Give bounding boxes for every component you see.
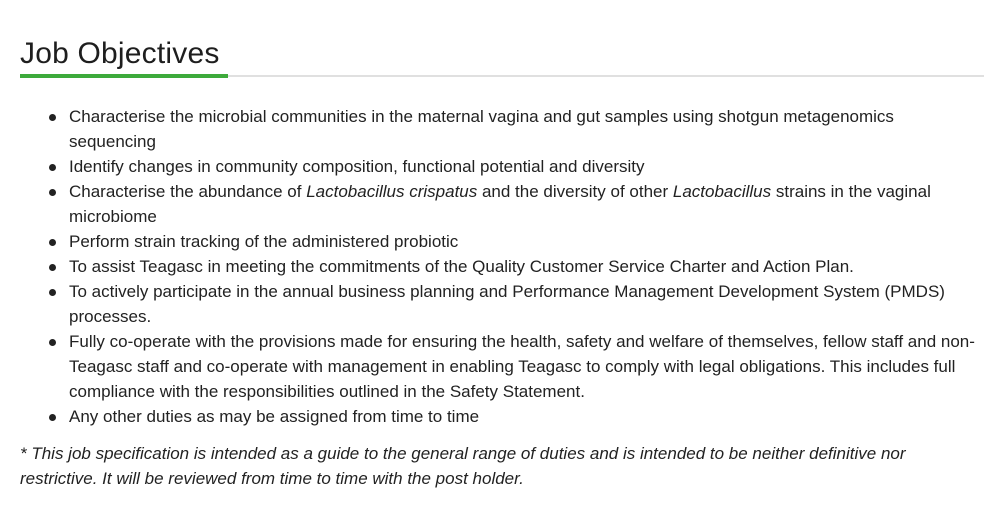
bullet-icon <box>49 164 56 171</box>
list-item-text: strains in the vaginal microbiome <box>69 182 931 226</box>
list-item-text: To assist Teagasc in meeting the commitments of the Quality Customer Service Charter and Action Plan. <box>69 257 854 276</box>
section-header <box>20 0 984 78</box>
list-item-text: and the diversity of other <box>477 182 673 201</box>
bullet-icon <box>49 289 56 296</box>
disclaimer-note: * This job specification is intended as a guide to the general range of duties and is intended to be neither definitive nor restrictive. It will be reviewed from time to time with the post holder. <box>20 444 906 488</box>
list-item <box>69 279 984 329</box>
bullet-icon <box>49 264 56 271</box>
list-item-text: Fully co-operate with the provisions made for ensuring the health, safety and welfare of themselves, fellow staff and non-Teagasc staff and co-operate with management in enabling Teagasc to comply with legal obligations. This includes full compliance with the responsibilities outlined in the Safety Statement. <box>69 332 975 401</box>
bullet-icon <box>49 114 56 121</box>
list-item-text: Perform strain tracking of the administered probiotic <box>69 232 459 251</box>
bullet-icon <box>49 239 56 246</box>
list-item <box>69 229 984 254</box>
genus-name: Lactobacillus <box>672 182 772 201</box>
list-item <box>69 179 984 229</box>
list-item <box>69 404 984 429</box>
list-item <box>69 104 984 154</box>
title-accent-bar <box>20 74 228 78</box>
list-item-text: Any other duties as may be assigned from time to time <box>69 407 480 426</box>
list-item <box>69 254 984 279</box>
bullet-icon <box>49 189 56 196</box>
list-item <box>69 329 984 404</box>
list-item-text: Characterise the abundance of <box>69 182 307 201</box>
list-item-text: Identify changes in community composition, functional potential and diversity <box>69 157 645 176</box>
bullet-icon <box>49 339 56 346</box>
species-name: Lactobacillus crispatus <box>306 182 478 201</box>
title-underline <box>20 74 984 78</box>
list-item-text: To actively participate in the annual business planning and Performance Management Development System (PMDS) processes. <box>69 282 945 326</box>
list-item <box>69 154 984 179</box>
section-title: Job Objectives <box>20 37 220 70</box>
objectives-list <box>20 104 984 429</box>
bullet-icon <box>49 414 56 421</box>
list-item-text: Characterise the microbial communities in the maternal vagina and gut samples using shotgun metagenomics sequencing <box>69 107 894 151</box>
